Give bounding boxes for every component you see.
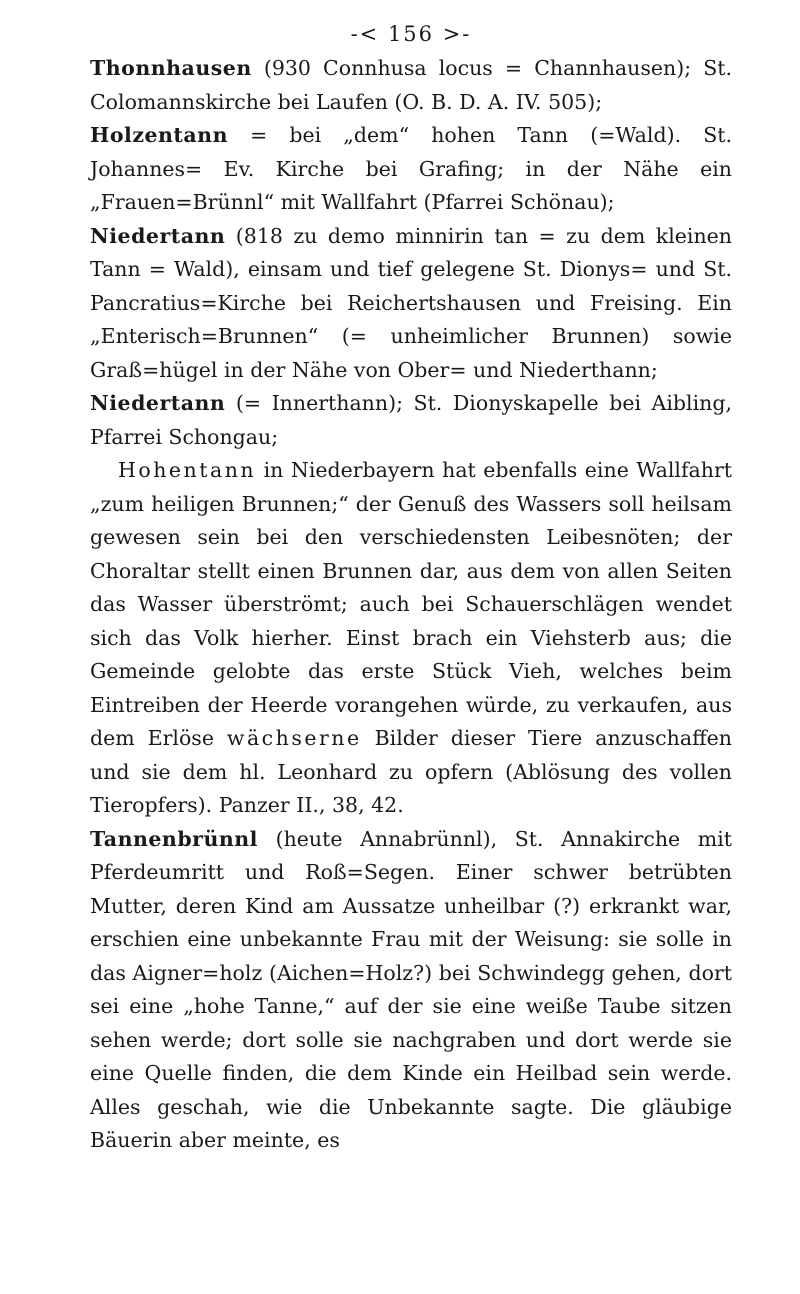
body-text bbox=[90, 52, 732, 1158]
entry-niedertann-2 bbox=[90, 387, 732, 454]
entry-text: (818 zu demo minnirin tan = zu dem kleinen Tann = Wald), einsam und tief gelegene St. Dionys= und St. Pancratius=Kirche bei Reichertshausen und Freising. Ein „Enterisch=Brunnen“ (= unheimlicher Brunnen) sowie Graß=hügel in der Nähe von Ober= und Niederthann; bbox=[90, 223, 732, 382]
entry-text: in Niederbayern hat ebenfalls eine Wallfahrt „zum heiligen Brunnen;“ der Genuß des Wassers soll heilsam gewesen sein bei den verschiedensten Leibesnöten; der Choraltar stellt einen Brunnen dar, aus dem von allen Seiten das Wasser überströmt; auch bei Schauerschlägen wendet sich das Volk hierher. Einst brach ein Viehsterb aus; die Gemeinde gelobte das erste Stück Vieh, welches beim Eintreiben der Heerde vorangehen würde, zu verkaufen, aus dem Erlöse wächserne Bilder dieser Tiere anzuschaffen und sie dem hl. Leonhard zu opfern (Ablösung des vollen Tieropfers). Panzer II., 38, 42. bbox=[90, 458, 732, 817]
entry-headword: Thonnhausen bbox=[90, 56, 252, 80]
entry-thonnhausen bbox=[90, 52, 732, 119]
entry-paragraph bbox=[90, 119, 732, 220]
entry-headword: Holzentann bbox=[90, 123, 228, 147]
entry-text: = bei „dem“ hohen Tann (=Wald). St. Johannes= Ev. Kirche bei Grafing; in der Nähe ein „Frauen=Brünnl“ mit Wallfahrt (Pfarrei Schönau); bbox=[90, 123, 732, 214]
entry-holzentann bbox=[90, 119, 732, 220]
entry-text: (= Innerthann); St. Dionyskapelle bei Aibling, Pfarrei Schongau; bbox=[90, 391, 732, 449]
entry-tannenbruennl bbox=[90, 823, 732, 1158]
entry-paragraph bbox=[90, 220, 732, 388]
entry-hohentann bbox=[90, 454, 732, 823]
entry-headword: Tannenbrünnl bbox=[90, 826, 258, 851]
entry-headword: Niedertann bbox=[90, 391, 226, 415]
page-number-header: -< 156 >- bbox=[350, 22, 472, 46]
entry-text: (heute Annabrünnl), St. Annakirche mit Pferdeumritt und Roß=Segen. Einer schwer betrübten Mutter, deren Kind am Aussatze unheilbar (?) erkrankt war, erschien eine unbekannte Frau mit der Weisung: sie solle in das Aigner=holz (Aichen=Holz?) bei Schwindegg gehen, dort sei eine „hohe Tanne,“ auf der sie eine weiße Taube sitzen sehen werde; dort solle sie nachgraben und dort werde sie eine Quelle finden, die dem Kinde ein Heilbad sein werde. Alles geschah, wie die Unbekannte sagte. Die gläubige Bäuerin aber meinte, es bbox=[90, 826, 732, 1152]
entry-paragraph bbox=[90, 454, 732, 823]
entry-niedertann-1 bbox=[90, 220, 732, 388]
entry-paragraph bbox=[90, 387, 732, 454]
entry-headword: Niedertann bbox=[90, 223, 226, 248]
entry-paragraph bbox=[90, 52, 732, 119]
entry-subheadword: Hohentann bbox=[118, 458, 257, 482]
emphasized-word: wächserne bbox=[226, 726, 362, 750]
entry-text: (930 Connhusa locus = Channhausen); St. Colomannskirche bei Laufen (O. B. D. A. IV. 505); bbox=[90, 56, 732, 114]
entry-paragraph bbox=[90, 823, 732, 1158]
